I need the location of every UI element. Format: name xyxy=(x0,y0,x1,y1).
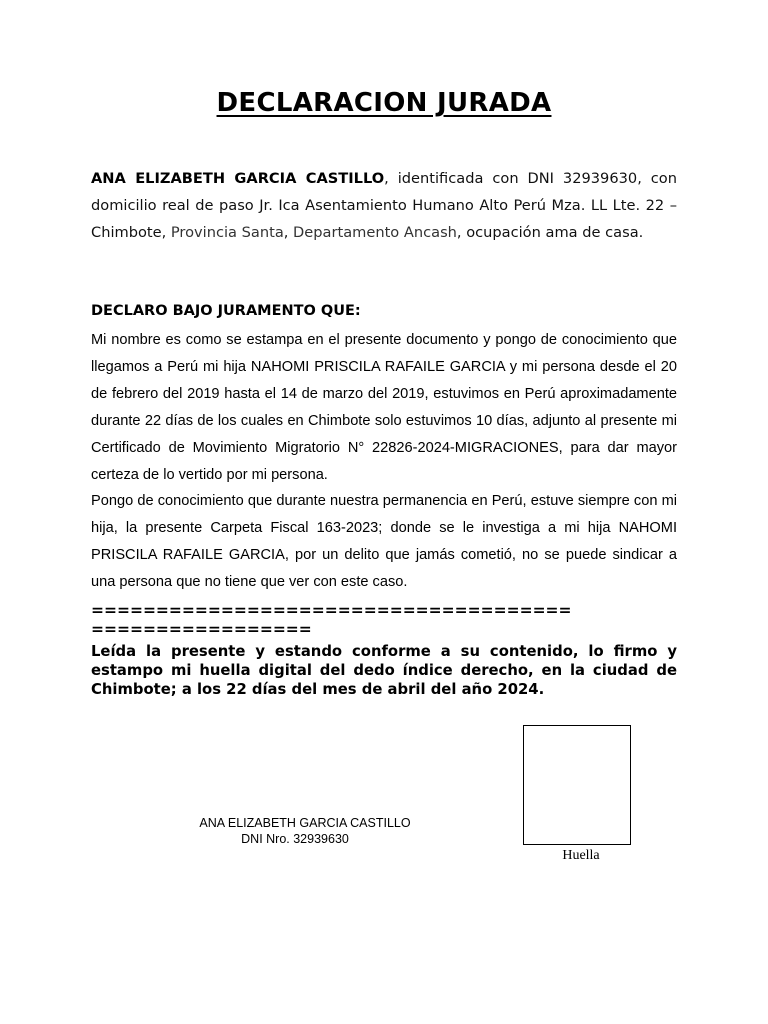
province: Provincia Santa xyxy=(170,224,284,241)
department: Departamento Ancash xyxy=(293,224,457,241)
section-heading: DECLARO BAJO JURAMENTO QUE: xyxy=(91,303,361,319)
document-title: DECLARACION JURADA xyxy=(216,88,552,118)
declarant-name: ANA ELIZABETH GARCIA CASTILLO xyxy=(91,170,385,187)
intro-text-a: , identificada con DNI 32939630, con domicilio real de paso Jr. Ica Asentamiento Humano Alto Perú Mza. LL Lte. 22 – Chimbote, xyxy=(91,170,677,241)
separator-line-1: ===================================== xyxy=(91,601,572,619)
signature-name: ANA ELIZABETH GARCIA CASTILLO xyxy=(199,816,411,830)
fingerprint-box xyxy=(523,725,631,845)
declarant-intro xyxy=(91,165,677,246)
signature-dni: DNI Nro. 32939630 xyxy=(241,832,349,846)
separator-line-2: ================= xyxy=(91,620,312,638)
paragraph-1: Mi nombre es como se estampa en el presente documento y pongo de conocimiento que llegamos a Perú mi hija NAHOMI PRISCILA RAFAILE GARCIA y mi persona desde el 20 de febrero del 2019 hasta el 14 de marzo del 2019, estuvimos en Perú aproximadamente durante 22 días de los cuales en Chimbote solo estuvimos 10 días, adjunto al presente mi Certificado de Movimiento Migratorio N° 22826-2024-MIGRACIONES, para dar mayor certeza de lo vertido por mi persona. xyxy=(91,332,677,483)
fingerprint-label: Huella xyxy=(562,848,600,863)
intro-text-b: , ocupación ama de casa. xyxy=(456,224,644,241)
intro-sep: , xyxy=(283,224,294,241)
closing-statement: Leída la presente y estando conforme a su contenido, lo firmo y estampo mi huella digital del dedo índice derecho, en la ciudad de Chimbote; a los 22 días del mes de abril del año 2024. xyxy=(91,643,677,698)
paragraph-2: Pongo de conocimiento que durante nuestra permanencia en Perú, estuve siempre con mi hija, la presente Carpeta Fiscal 163-2023; donde se le investiga a mi hija NAHOMI PRISCILA RAFAILE GARCIA, por un delito que jamás cometió, no se puede sindicar a una persona que no tiene que ver con este caso. xyxy=(91,493,677,590)
